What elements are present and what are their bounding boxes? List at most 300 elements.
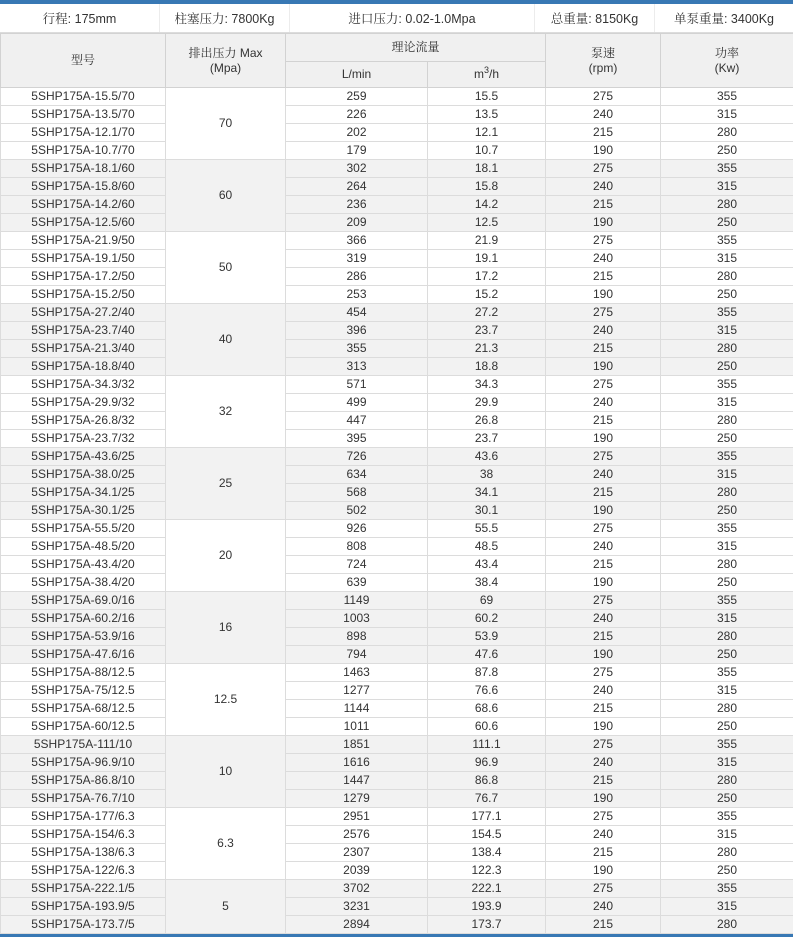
table-row (1, 124, 793, 142)
pump-speed-cell: 190 (546, 430, 661, 448)
table-row (1, 718, 793, 736)
model-cell: 5SHP175A-18.1/60 (1, 160, 166, 178)
table-row (1, 574, 793, 592)
table-row (1, 646, 793, 664)
power-cell: 315 (661, 538, 793, 556)
flow-m3h-cell: 18.1 (428, 160, 546, 178)
flow-m3h-cell: 87.8 (428, 664, 546, 682)
flow-m3h-cell: 38.4 (428, 574, 546, 592)
flow-m3h-cell: 29.9 (428, 394, 546, 412)
flow-lmin-cell: 3702 (286, 880, 428, 898)
flow-lmin-cell: 724 (286, 556, 428, 574)
model-cell: 5SHP175A-21.3/40 (1, 340, 166, 358)
flow-m3h-cell: 12.1 (428, 124, 546, 142)
discharge-pressure-cell: 16 (166, 592, 286, 664)
flow-m3h-cell: 55.5 (428, 520, 546, 538)
table-row (1, 610, 793, 628)
model-cell: 5SHP175A-96.9/10 (1, 754, 166, 772)
model-cell: 5SHP175A-88/12.5 (1, 664, 166, 682)
table-row (1, 808, 793, 826)
flow-lmin-cell: 502 (286, 502, 428, 520)
table-row (1, 340, 793, 358)
pump-speed-cell: 215 (546, 772, 661, 790)
pump-speed-cell: 215 (546, 412, 661, 430)
flow-m3h-cell: 21.3 (428, 340, 546, 358)
model-cell: 5SHP175A-173.7/5 (1, 916, 166, 934)
col-header-flow-m3h: $m^3/h$ (428, 62, 546, 88)
pump-speed-cell: 275 (546, 88, 661, 106)
power-cell: 250 (661, 718, 793, 736)
flow-m3h-cell: 23.7 (428, 430, 546, 448)
flow-m3h-cell: 60.6 (428, 718, 546, 736)
table-row (1, 394, 793, 412)
col-header-power: 功率 (Kw) (661, 34, 793, 88)
flow-m3h-cell: 15.2 (428, 286, 546, 304)
total-weight-spec: 总重量: 8150Kg (535, 4, 655, 32)
pump-speed-cell: 240 (546, 754, 661, 772)
model-cell: 5SHP175A-23.7/32 (1, 430, 166, 448)
power-cell: 315 (661, 610, 793, 628)
pump-speed-cell: 275 (546, 880, 661, 898)
flow-m3h-cell: 47.6 (428, 646, 546, 664)
flow-m3h-cell: 30.1 (428, 502, 546, 520)
power-cell: 315 (661, 106, 793, 124)
table-row (1, 628, 793, 646)
flow-lmin-cell: 319 (286, 250, 428, 268)
flow-lmin-cell: 639 (286, 574, 428, 592)
col-header-flow-lmin: L/min (286, 62, 428, 88)
table-body (1, 88, 793, 934)
flow-m3h-cell: 23.7 (428, 322, 546, 340)
plunger-load-spec: 柱塞压力: 7800Kg (160, 4, 290, 32)
table-row (1, 538, 793, 556)
power-cell: 250 (661, 358, 793, 376)
flow-lmin-cell: 2576 (286, 826, 428, 844)
flow-m3h-cell: 17.2 (428, 268, 546, 286)
pump-speed-cell: 190 (546, 358, 661, 376)
flow-lmin-cell: 236 (286, 196, 428, 214)
model-cell: 5SHP175A-12.1/70 (1, 124, 166, 142)
table-row (1, 592, 793, 610)
flow-m3h-cell: 193.9 (428, 898, 546, 916)
flow-m3h-cell: 122.3 (428, 862, 546, 880)
flow-m3h-cell: 13.5 (428, 106, 546, 124)
model-cell: 5SHP175A-12.5/60 (1, 214, 166, 232)
power-cell: 355 (661, 232, 793, 250)
discharge-pressure-cell: 5 (166, 880, 286, 934)
discharge-pressure-cell: 32 (166, 376, 286, 448)
flow-lmin-cell: 1149 (286, 592, 428, 610)
table-row (1, 196, 793, 214)
table-row (1, 898, 793, 916)
flow-m3h-cell: 60.2 (428, 610, 546, 628)
power-cell: 315 (661, 250, 793, 268)
model-cell: 5SHP175A-29.9/32 (1, 394, 166, 412)
pump-speed-cell: 190 (546, 502, 661, 520)
pump-speed-cell: 215 (546, 556, 661, 574)
table-row (1, 826, 793, 844)
pump-speed-cell: 215 (546, 124, 661, 142)
table-row (1, 286, 793, 304)
flow-m3h-cell: 111.1 (428, 736, 546, 754)
power-cell: 250 (661, 790, 793, 808)
flow-m3h-cell: 34.1 (428, 484, 546, 502)
flow-lmin-cell: 1616 (286, 754, 428, 772)
flow-m3h-cell: 12.5 (428, 214, 546, 232)
flow-lmin-cell: 259 (286, 88, 428, 106)
power-cell: 355 (661, 304, 793, 322)
power-cell: 315 (661, 466, 793, 484)
model-cell: 5SHP175A-69.0/16 (1, 592, 166, 610)
power-cell: 280 (661, 124, 793, 142)
flow-lmin-cell: 1277 (286, 682, 428, 700)
pump-speed-cell: 215 (546, 196, 661, 214)
model-cell: 5SHP175A-23.7/40 (1, 322, 166, 340)
power-cell: 280 (661, 196, 793, 214)
power-cell: 355 (661, 376, 793, 394)
power-cell: 355 (661, 592, 793, 610)
flow-m3h-cell: 43.4 (428, 556, 546, 574)
pump-speed-cell: 275 (546, 592, 661, 610)
flow-lmin-cell: 366 (286, 232, 428, 250)
power-cell: 280 (661, 916, 793, 934)
flow-m3h-cell: 34.3 (428, 376, 546, 394)
discharge-pressure-cell: 10 (166, 736, 286, 808)
power-cell: 250 (661, 142, 793, 160)
flow-m3h-cell: 15.5 (428, 88, 546, 106)
pump-speed-cell: 275 (546, 520, 661, 538)
flow-lmin-cell: 395 (286, 430, 428, 448)
power-cell: 280 (661, 484, 793, 502)
flow-lmin-cell: 264 (286, 178, 428, 196)
model-cell: 5SHP175A-18.8/40 (1, 358, 166, 376)
model-cell: 5SHP175A-177/6.3 (1, 808, 166, 826)
pump-speed-cell: 275 (546, 664, 661, 682)
power-cell: 355 (661, 160, 793, 178)
model-cell: 5SHP175A-60.2/16 (1, 610, 166, 628)
flow-lmin-cell: 1003 (286, 610, 428, 628)
single-pump-weight-spec: 单泵重量: 3400Kg (655, 4, 793, 32)
table-row (1, 358, 793, 376)
model-cell: 5SHP175A-154/6.3 (1, 826, 166, 844)
pump-speed-cell: 190 (546, 214, 661, 232)
table-row (1, 268, 793, 286)
col-header-discharge-pressure: 排出压力 Max (Mpa) (166, 34, 286, 88)
power-cell: 355 (661, 736, 793, 754)
table-row (1, 736, 793, 754)
flow-m3h-cell: 173.7 (428, 916, 546, 934)
flow-lmin-cell: 447 (286, 412, 428, 430)
pump-speed-cell: 240 (546, 322, 661, 340)
table-row (1, 376, 793, 394)
pump-speed-cell: 215 (546, 916, 661, 934)
model-cell: 5SHP175A-43.6/25 (1, 448, 166, 466)
pump-speed-cell: 215 (546, 268, 661, 286)
model-cell: 5SHP175A-55.5/20 (1, 520, 166, 538)
table-row (1, 160, 793, 178)
flow-lmin-cell: 313 (286, 358, 428, 376)
table-row (1, 844, 793, 862)
table-row (1, 250, 793, 268)
pump-speed-cell: 190 (546, 646, 661, 664)
flow-m3h-cell: 76.6 (428, 682, 546, 700)
power-cell: 280 (661, 268, 793, 286)
model-cell: 5SHP175A-68/12.5 (1, 700, 166, 718)
flow-lmin-cell: 209 (286, 214, 428, 232)
flow-m3h-cell: 154.5 (428, 826, 546, 844)
table-row (1, 556, 793, 574)
flow-m3h-cell: 48.5 (428, 538, 546, 556)
flow-lmin-cell: 926 (286, 520, 428, 538)
flow-lmin-cell: 571 (286, 376, 428, 394)
flow-m3h-cell: 76.7 (428, 790, 546, 808)
power-cell: 250 (661, 214, 793, 232)
table-row (1, 700, 793, 718)
flow-m3h-cell: 138.4 (428, 844, 546, 862)
power-cell: 355 (661, 520, 793, 538)
flow-lmin-cell: 568 (286, 484, 428, 502)
discharge-pressure-cell: 60 (166, 160, 286, 232)
model-cell: 5SHP175A-26.8/32 (1, 412, 166, 430)
pump-speed-cell: 240 (546, 250, 661, 268)
power-cell: 315 (661, 178, 793, 196)
model-cell: 5SHP175A-21.9/50 (1, 232, 166, 250)
pump-speed-cell: 190 (546, 862, 661, 880)
power-cell: 250 (661, 646, 793, 664)
table-row (1, 178, 793, 196)
pump-speed-cell: 215 (546, 700, 661, 718)
flow-m3h-cell: 26.8 (428, 412, 546, 430)
model-cell: 5SHP175A-122/6.3 (1, 862, 166, 880)
table-row (1, 304, 793, 322)
flow-m3h-cell: 10.7 (428, 142, 546, 160)
pump-speed-cell: 240 (546, 682, 661, 700)
pump-speed-cell: 275 (546, 160, 661, 178)
pump-speed-cell: 275 (546, 304, 661, 322)
pump-speed-cell: 275 (546, 736, 661, 754)
inlet-pressure-spec: 进口压力: 0.02-1.0Mpa (290, 4, 535, 32)
discharge-pressure-cell: 6.3 (166, 808, 286, 880)
flow-lmin-cell: 2894 (286, 916, 428, 934)
power-cell: 280 (661, 844, 793, 862)
model-cell: 5SHP175A-15.5/70 (1, 88, 166, 106)
pump-speed-cell: 240 (546, 538, 661, 556)
flow-lmin-cell: 179 (286, 142, 428, 160)
table-row (1, 448, 793, 466)
power-cell: 355 (661, 664, 793, 682)
pump-speed-cell: 240 (546, 178, 661, 196)
model-cell: 5SHP175A-222.1/5 (1, 880, 166, 898)
power-cell: 280 (661, 700, 793, 718)
table-row (1, 682, 793, 700)
flow-lmin-cell: 726 (286, 448, 428, 466)
pump-speed-cell: 240 (546, 466, 661, 484)
table-row (1, 88, 793, 106)
power-cell: 280 (661, 340, 793, 358)
pump-speed-cell: 240 (546, 106, 661, 124)
pump-speed-cell: 215 (546, 628, 661, 646)
model-cell: 5SHP175A-10.7/70 (1, 142, 166, 160)
col-header-model: 型号 (1, 34, 166, 88)
table-row (1, 880, 793, 898)
table-row (1, 754, 793, 772)
discharge-pressure-cell: 20 (166, 520, 286, 592)
pump-speed-cell: 275 (546, 376, 661, 394)
flow-m3h-cell: 27.2 (428, 304, 546, 322)
model-cell: 5SHP175A-19.1/50 (1, 250, 166, 268)
flow-lmin-cell: 454 (286, 304, 428, 322)
model-cell: 5SHP175A-86.8/10 (1, 772, 166, 790)
table-row (1, 322, 793, 340)
table-row (1, 412, 793, 430)
table-row (1, 232, 793, 250)
pump-speed-cell: 215 (546, 844, 661, 862)
power-cell: 315 (661, 682, 793, 700)
model-cell: 5SHP175A-60/12.5 (1, 718, 166, 736)
discharge-pressure-cell: 40 (166, 304, 286, 376)
flow-lmin-cell: 355 (286, 340, 428, 358)
table-row (1, 790, 793, 808)
model-cell: 5SHP175A-48.5/20 (1, 538, 166, 556)
pump-speed-cell: 190 (546, 142, 661, 160)
power-cell: 315 (661, 754, 793, 772)
table-header (1, 34, 793, 88)
power-cell: 280 (661, 556, 793, 574)
power-cell: 250 (661, 862, 793, 880)
table-row (1, 916, 793, 934)
power-cell: 355 (661, 448, 793, 466)
flow-m3h-cell: 15.8 (428, 178, 546, 196)
model-cell: 5SHP175A-27.2/40 (1, 304, 166, 322)
flow-lmin-cell: 2039 (286, 862, 428, 880)
flow-lmin-cell: 499 (286, 394, 428, 412)
model-cell: 5SHP175A-76.7/10 (1, 790, 166, 808)
pump-speed-cell: 240 (546, 610, 661, 628)
model-cell: 5SHP175A-75/12.5 (1, 682, 166, 700)
power-cell: 250 (661, 502, 793, 520)
flow-lmin-cell: 2307 (286, 844, 428, 862)
flow-lmin-cell: 1447 (286, 772, 428, 790)
power-cell: 315 (661, 898, 793, 916)
pump-speed-cell: 190 (546, 574, 661, 592)
flow-lmin-cell: 1463 (286, 664, 428, 682)
flow-m3h-cell: 177.1 (428, 808, 546, 826)
flow-lmin-cell: 1851 (286, 736, 428, 754)
flow-m3h-cell: 21.9 (428, 232, 546, 250)
power-cell: 315 (661, 826, 793, 844)
flow-lmin-cell: 253 (286, 286, 428, 304)
model-cell: 5SHP175A-14.2/60 (1, 196, 166, 214)
flow-m3h-cell: 38 (428, 466, 546, 484)
flow-m3h-cell: 53.9 (428, 628, 546, 646)
power-cell: 280 (661, 628, 793, 646)
table-row (1, 142, 793, 160)
power-cell: 280 (661, 412, 793, 430)
flow-lmin-cell: 808 (286, 538, 428, 556)
table-row (1, 664, 793, 682)
col-header-theoretical-flow: 理论流量 (286, 34, 546, 62)
model-cell: 5SHP175A-30.1/25 (1, 502, 166, 520)
flow-m3h-cell: 43.6 (428, 448, 546, 466)
model-cell: 5SHP175A-38.0/25 (1, 466, 166, 484)
flow-m3h-cell: 86.8 (428, 772, 546, 790)
flow-lmin-cell: 3231 (286, 898, 428, 916)
flow-lmin-cell: 898 (286, 628, 428, 646)
discharge-pressure-cell: 25 (166, 448, 286, 520)
flow-m3h-cell: 96.9 (428, 754, 546, 772)
model-cell: 5SHP175A-193.9/5 (1, 898, 166, 916)
flow-lmin-cell: 634 (286, 466, 428, 484)
spec-summary-bar (0, 4, 793, 33)
flow-m3h-cell: 14.2 (428, 196, 546, 214)
pump-speed-cell: 240 (546, 394, 661, 412)
model-cell: 5SHP175A-111/10 (1, 736, 166, 754)
flow-lmin-cell: 1279 (286, 790, 428, 808)
table-row (1, 430, 793, 448)
pump-speed-cell: 275 (546, 448, 661, 466)
model-cell: 5SHP175A-138/6.3 (1, 844, 166, 862)
model-cell: 5SHP175A-17.2/50 (1, 268, 166, 286)
discharge-pressure-cell: 70 (166, 88, 286, 160)
table-row (1, 502, 793, 520)
flow-lmin-cell: 302 (286, 160, 428, 178)
pump-speed-cell: 190 (546, 718, 661, 736)
col-header-pump-speed: 泵速 (rpm) (546, 34, 661, 88)
power-cell: 355 (661, 808, 793, 826)
table-row (1, 106, 793, 124)
pump-speed-cell: 215 (546, 484, 661, 502)
pump-speed-cell: 275 (546, 232, 661, 250)
flow-m3h-cell: 18.8 (428, 358, 546, 376)
table-row (1, 484, 793, 502)
flow-m3h-cell: 222.1 (428, 880, 546, 898)
model-cell: 5SHP175A-43.4/20 (1, 556, 166, 574)
flow-lmin-cell: 286 (286, 268, 428, 286)
pump-speed-cell: 190 (546, 286, 661, 304)
flow-lmin-cell: 2951 (286, 808, 428, 826)
model-cell: 5SHP175A-34.3/32 (1, 376, 166, 394)
table-row (1, 214, 793, 232)
table-row (1, 862, 793, 880)
pump-speed-cell: 240 (546, 826, 661, 844)
model-cell: 5SHP175A-13.5/70 (1, 106, 166, 124)
power-cell: 315 (661, 322, 793, 340)
table-row (1, 520, 793, 538)
flow-lmin-cell: 1144 (286, 700, 428, 718)
power-cell: 355 (661, 880, 793, 898)
model-cell: 5SHP175A-47.6/16 (1, 646, 166, 664)
model-cell: 5SHP175A-53.9/16 (1, 628, 166, 646)
pump-speed-cell: 240 (546, 898, 661, 916)
pump-speed-cell: 275 (546, 808, 661, 826)
power-cell: 280 (661, 772, 793, 790)
flow-m3h-cell: 69 (428, 592, 546, 610)
table-row (1, 772, 793, 790)
power-cell: 250 (661, 286, 793, 304)
discharge-pressure-cell: 50 (166, 232, 286, 304)
pump-speed-cell: 190 (546, 790, 661, 808)
pump-speed-cell: 215 (546, 340, 661, 358)
model-cell: 5SHP175A-15.8/60 (1, 178, 166, 196)
model-cell: 5SHP175A-34.1/25 (1, 484, 166, 502)
flow-m3h-cell: 68.6 (428, 700, 546, 718)
power-cell: 250 (661, 430, 793, 448)
model-cell: 5SHP175A-15.2/50 (1, 286, 166, 304)
pump-spec-table (0, 33, 793, 934)
table-row (1, 466, 793, 484)
discharge-pressure-cell: 12.5 (166, 664, 286, 736)
flow-lmin-cell: 226 (286, 106, 428, 124)
